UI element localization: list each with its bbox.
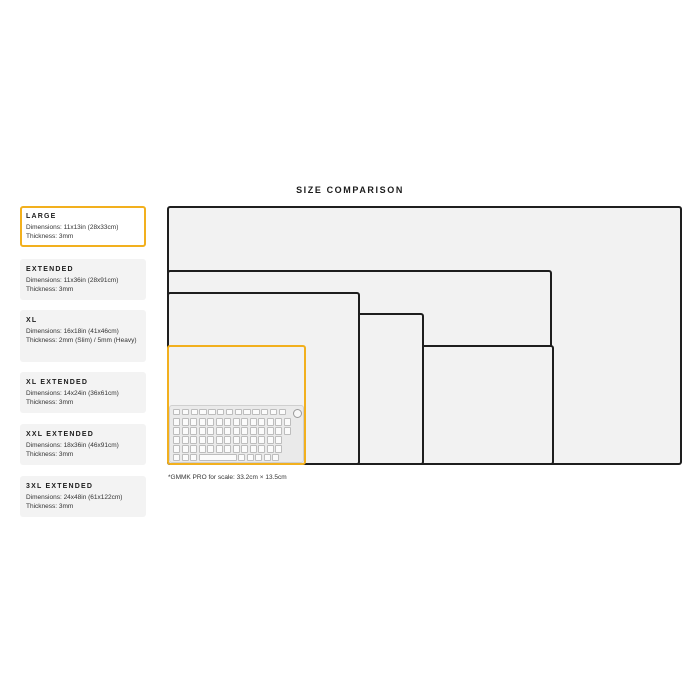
key-icon — [275, 445, 282, 453]
key-icon — [250, 445, 257, 453]
size-dimensions: Dimensions: 18x36in (46x91cm) — [26, 442, 119, 449]
size-thickness: Thickness: 3mm — [26, 285, 74, 293]
key-icon — [241, 436, 248, 444]
key-icon — [250, 427, 257, 435]
key-icon — [235, 409, 242, 415]
key-icon — [275, 418, 282, 426]
key-icon — [275, 436, 282, 444]
key-icon — [173, 427, 180, 435]
key-icon — [216, 427, 223, 435]
key-icon — [247, 454, 254, 461]
key-icon — [267, 418, 274, 426]
size-dimensions: Dimensions: 11x13in (28x33cm) — [26, 224, 119, 231]
key-icon — [173, 436, 180, 444]
key-icon — [250, 436, 257, 444]
key-icon — [182, 427, 189, 435]
keyboard-illustration — [169, 405, 304, 463]
key-icon — [199, 445, 206, 453]
size-name: 3XL EXTENDED — [26, 483, 94, 490]
key-icon — [191, 409, 198, 415]
key-icon — [243, 409, 250, 415]
key-icon — [241, 418, 248, 426]
key-icon — [252, 409, 259, 415]
key-icon — [199, 427, 206, 435]
key-icon — [173, 418, 180, 426]
key-icon — [250, 418, 257, 426]
key-icon — [238, 454, 245, 461]
key-icon — [173, 445, 180, 453]
key-icon — [233, 436, 240, 444]
key-icon — [258, 445, 265, 453]
size-option-3xl-extended[interactable] — [20, 476, 146, 517]
size-option-large[interactable] — [20, 206, 146, 247]
key-icon — [173, 409, 180, 415]
key-icon — [258, 418, 265, 426]
size-name: XL — [26, 317, 38, 324]
key-icon — [261, 409, 268, 415]
size-name: XL EXTENDED — [26, 379, 89, 386]
key-icon — [272, 454, 279, 461]
key-icon — [267, 445, 274, 453]
key-icon — [275, 427, 282, 435]
key-icon — [216, 445, 223, 453]
size-thickness: Thickness: 3mm — [26, 450, 74, 458]
size-name: EXTENDED — [26, 266, 74, 273]
key-icon — [182, 409, 189, 415]
size-dimensions: Dimensions: 11x36in (28x91cm) — [26, 277, 119, 284]
key-icon — [224, 436, 231, 444]
key-icon — [224, 427, 231, 435]
key-icon — [199, 454, 237, 461]
size-thickness: Thickness: 3mm — [26, 502, 74, 510]
key-icon — [279, 409, 286, 415]
key-icon — [284, 418, 291, 426]
key-icon — [216, 436, 223, 444]
key-icon — [199, 409, 206, 415]
key-icon — [258, 427, 265, 435]
key-icon — [182, 418, 189, 426]
key-icon — [241, 427, 248, 435]
size-thickness: Thickness: 2mm (Slim) / 5mm (Heavy) — [26, 336, 137, 344]
key-icon — [224, 445, 231, 453]
key-icon — [258, 436, 265, 444]
size-thickness: Thickness: 3mm — [26, 398, 74, 406]
key-icon — [284, 427, 291, 435]
size-dimensions: Dimensions: 16x18in (41x46cm) — [26, 328, 119, 335]
rotary-knob-icon — [293, 409, 302, 418]
key-icon — [190, 445, 197, 453]
size-option-xxl-extended[interactable] — [20, 424, 146, 465]
key-icon — [216, 418, 223, 426]
key-icon — [241, 445, 248, 453]
key-icon — [226, 409, 233, 415]
key-icon — [199, 436, 206, 444]
key-icon — [182, 445, 189, 453]
key-icon — [270, 409, 277, 415]
key-icon — [199, 418, 206, 426]
key-icon — [233, 418, 240, 426]
key-icon — [190, 436, 197, 444]
key-icon — [182, 454, 189, 461]
key-icon — [182, 436, 189, 444]
section-title: SIZE COMPARISON — [296, 185, 404, 195]
key-icon — [207, 436, 214, 444]
key-icon — [224, 418, 231, 426]
key-icon — [264, 454, 271, 461]
size-option-xl[interactable] — [20, 310, 146, 362]
key-icon — [190, 418, 197, 426]
key-icon — [207, 427, 214, 435]
size-option-xl-extended[interactable] — [20, 372, 146, 413]
size-dimensions: Dimensions: 24x48in (61x122cm) — [26, 494, 123, 501]
key-icon — [190, 454, 197, 461]
key-icon — [267, 427, 274, 435]
key-icon — [267, 436, 274, 444]
key-icon — [190, 427, 197, 435]
key-icon — [208, 409, 215, 415]
key-icon — [233, 445, 240, 453]
size-dimensions: Dimensions: 14x24in (36x61cm) — [26, 390, 119, 397]
key-icon — [233, 427, 240, 435]
size-option-extended[interactable] — [20, 259, 146, 300]
key-icon — [207, 418, 214, 426]
size-name: LARGE — [26, 213, 57, 220]
size-name: XXL EXTENDED — [26, 431, 94, 438]
scale-footnote: *GMMK PRO for scale: 33.2cm × 13.5cm — [168, 474, 287, 481]
key-icon — [217, 409, 224, 415]
key-icon — [255, 454, 262, 461]
key-icon — [173, 454, 180, 461]
key-icon — [207, 445, 214, 453]
size-thickness: Thickness: 3mm — [26, 232, 74, 240]
